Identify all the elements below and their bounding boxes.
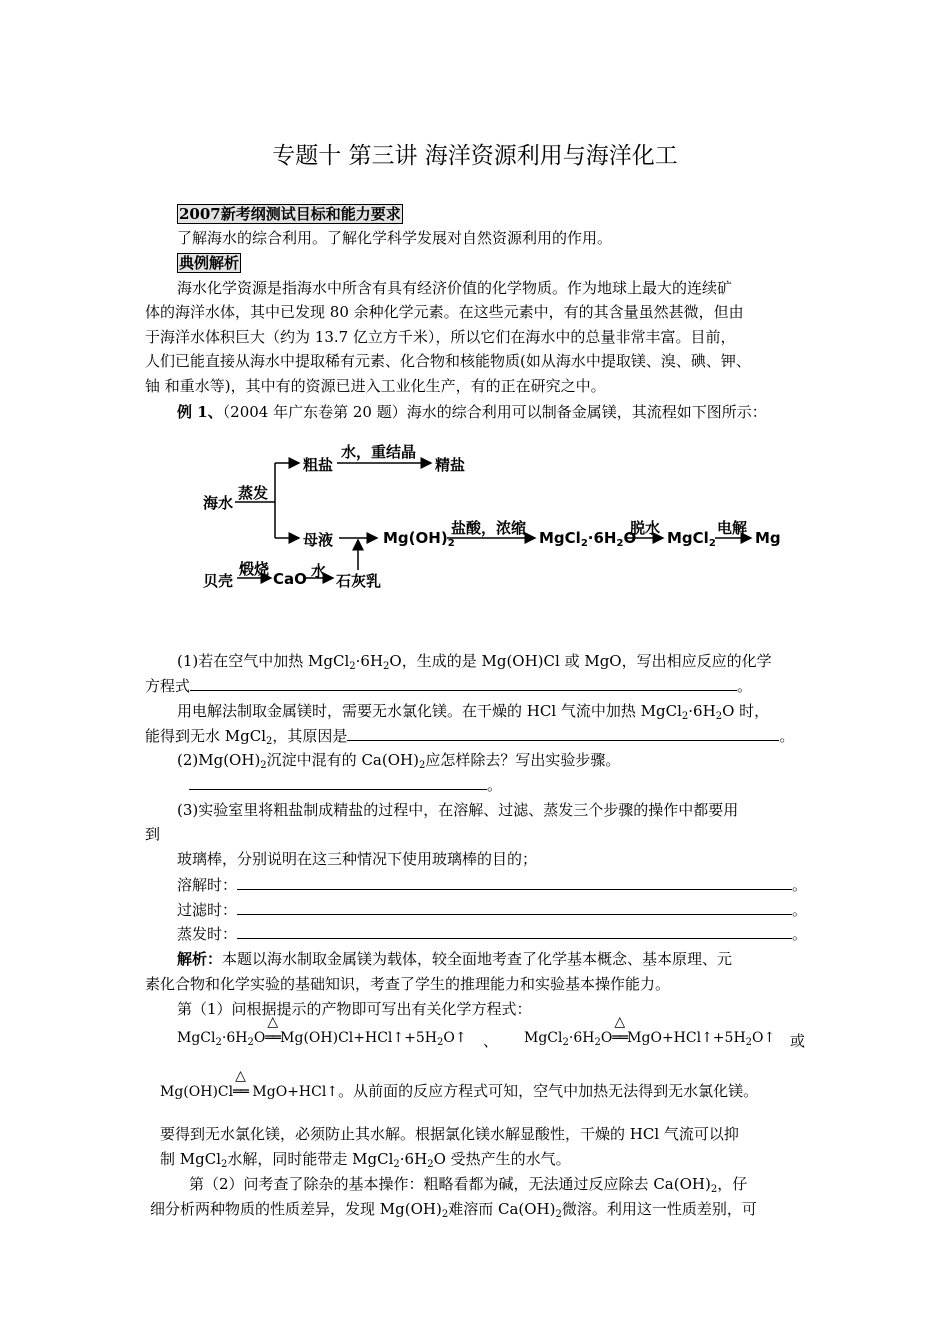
question-1-line2: 方程式 。 (145, 677, 753, 695)
analysis-text: 素化合物和化学实验的基础知识，考查了学生的推理能力和实验基本操作能力。 (145, 975, 671, 993)
label-acid-concentrate: 盐酸，浓缩 (451, 519, 527, 537)
page-title: 专题十 第三讲 海洋资源利用与海洋化工 (272, 143, 678, 169)
answer-blank[interactable] (347, 725, 779, 741)
label-water: 水 (311, 562, 327, 580)
question-1: (1)若在空气中加热 $MgCl_2\cdot 6H_2O$，生成的是 Mg(OH)Cl 或 MgO，写出相应反应的化学 (177, 652, 772, 672)
intro-line: 海水化学资源是指海水中所含有具有经济价值的化学物质。作为地球上最大的连续矿 (177, 279, 733, 297)
answer-blank[interactable] (237, 899, 792, 915)
example-heading (177, 400, 767, 424)
intro-line: 铀 和重水等)，其中有的资源已进入工业化生产，有的正在研究之中。 (145, 377, 606, 395)
label-dehydrate: 脱水 (630, 519, 661, 537)
answer-blank[interactable] (237, 923, 792, 939)
equation-separator: 、 (483, 1032, 499, 1050)
analysis-label: 解析： (177, 950, 223, 968)
equation-3: Mg(OH)Cl △ ══ MgO+HCl↑。从前面的反应方程式可知，空气中加热无法得到无水氯化镁。 (160, 1068, 759, 1100)
node-shell: 贝壳 (203, 572, 234, 590)
analysis-part2-cont: 细分析两种物质的性质差异，发现 $Mg(OH)_2$难溶而 $Ca(OH)_2$微溶。利用这一性质差别，可 (150, 1200, 757, 1220)
question-2: $(2)Mg(OH)_2$沉淀中混有的 $Ca(OH)_2$应怎样除去？写出实验步骤。 (177, 751, 621, 771)
question-2-answer: 。 (189, 773, 502, 797)
section-header-objectives: 2007新考纲测试目标和能力要求 (179, 205, 401, 223)
label-evaporate: 蒸发 (238, 484, 269, 502)
node-mgcl2-hydrate: $MgCl_2\cdot 6H_2O$ (539, 529, 637, 549)
equation-1: $MgCl_2\cdot 6H_2O$ △ $══Mg(OH)Cl+HCl↑+5H_2O↑$ (177, 1014, 467, 1048)
node-cao: CaO (273, 570, 307, 588)
node-mgcl2: MgCl$_2$ (667, 529, 716, 549)
filter-line: 过滤时： 。 (177, 901, 808, 919)
analysis-part1: 第（1）问根据提示的产物即可写出有关化学方程式： (177, 1000, 532, 1018)
intro-line: 体的海洋水体，其中已发现 80 余种化学元素。在这些元素中，有的其含量虽然甚微，但由 (145, 303, 744, 321)
example-text: （2004 年广东卷第 20 题）海水的综合利用可以制备金属镁，其流程如下图所示： (222, 403, 767, 421)
intro-line: 于海洋水体积巨大（约为 13.7 亿立方千米），所以它们在海水中的总量非常丰富。目前， (145, 328, 736, 346)
dissolve-line: 溶解时： 。 (177, 876, 808, 894)
evaporate-line: 蒸发时： 。 (177, 925, 808, 943)
example-label: 例 1、 (177, 403, 223, 421)
analysis-hydrolysis: 要得到无水氯化镁，必须防止其水解。根据氯化镁水解显酸性，干燥的 HCl 气流可以抑 (160, 1125, 739, 1143)
answer-blank[interactable] (190, 675, 737, 691)
answer-blank[interactable] (237, 874, 792, 890)
equation-or: 或 (790, 1032, 806, 1050)
question-1-electrolysis: 用电解法制取金属镁时，需要无水氯化镁。在干燥的 HCl 气流中加热 $MgCl_2\cdot 6H_2O$ 时， (177, 702, 770, 722)
node-lime-milk: 石灰乳 (336, 572, 382, 590)
equation-2: $MgCl_2\cdot 6H_2O$ △ $══MgO+HCl↑+5H_2O↑$ (524, 1014, 776, 1048)
node-refined-salt: 精盐 (435, 456, 466, 474)
label-calcine: 煅烧 (239, 560, 270, 578)
node-mgoh2: $Mg(OH)_2$ (383, 529, 455, 549)
analysis-hydrolysis-cont: 制 MgCl$_2$水解，同时能带走 $MgCl_2\cdot 6H_2O$ 受热产生的水气。 (160, 1150, 571, 1170)
node-mother-liquor: 母液 (303, 531, 334, 549)
question-3-cont2: 玻璃棒，分别说明在这三种情况下使用玻璃棒的目的； (177, 850, 538, 868)
answer-blank[interactable] (189, 774, 487, 790)
analysis-part2: 第（2）问考查了除杂的基本操作：粗略看都为碱，无法通过反应除去 $Ca(OH)_2$，仔 (189, 1175, 748, 1195)
analysis-heading: 解析：本题以海水制取金属镁为载体，较全面地考查了化学基本概念、基本原理、元 (177, 950, 733, 968)
objectives-text: 了解海水的综合利用。了解化学科学发展对自然资源利用的作用。 (177, 229, 613, 247)
label-electrolysis: 电解 (717, 519, 748, 537)
question-3: (3)实验室里将粗盐制成精盐的过程中，在溶解、过滤、蒸发三个步骤的操作中都要用 (177, 801, 739, 819)
question-1-reason: 能得到无水 MgCl$_2$，其原因是 。 (145, 727, 795, 747)
node-mg: Mg (755, 529, 781, 547)
intro-line: 人们已能直接从海水中提取稀有元素、化合物和核能物质(如从海水中提取镁、溴、碘、钾、 (145, 352, 751, 370)
question-3-cont: 到 (145, 825, 161, 843)
section-header-examples: 典例解析 (179, 254, 240, 272)
flowchart (195, 430, 795, 600)
node-crude-salt: 粗盐 (303, 456, 334, 474)
node-seawater: 海水 (203, 494, 234, 512)
label-water-recrystallize: 水，重结晶 (341, 443, 417, 461)
